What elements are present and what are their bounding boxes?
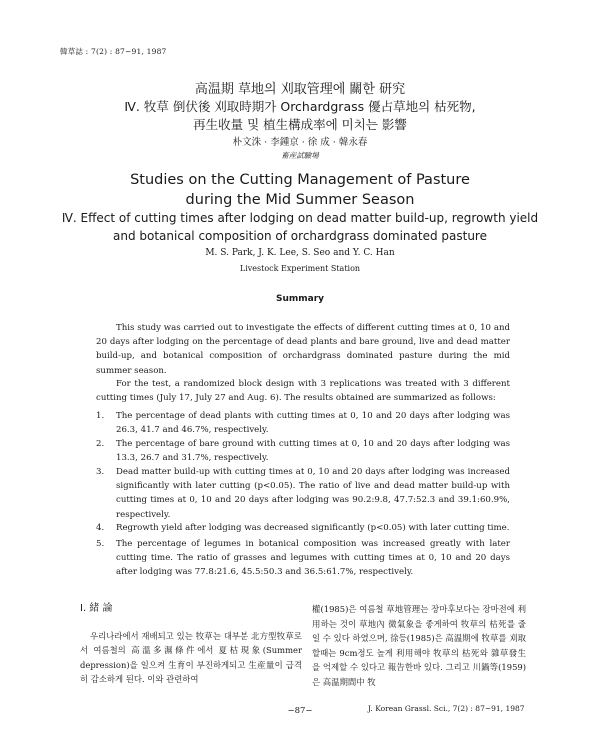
- korean-subtitle-line2: 再生收量 및 植生構成率에 미치는 影響: [193, 117, 407, 132]
- english-title-line1: Studies on the Cutting Management of Pasture: [130, 172, 470, 188]
- paper-page: 韓草誌 : 7(2) : 87~91, 1987 高温期 草地의 刈取管理에 關한 研究 Ⅳ. 牧草 倒伏後 刈取時期가 Orchardgrass 優占草地의 枯死物, 再生收量 및 植生構成率에 미치는 影響 朴文洙 · 李鍾京 · 徐 成 · 韓永春 畜産試驗場 Studies on the Cutting Management of Pasture during the Mid Summer Season Ⅳ. Effect of cutting times after lodging on dead matter build-up, regrowth yield and botanical composition of orchardgrass dominated pasture M. S. Park, J. K. Lee, S. Seo and Y. C. Han Livestock Experiment Station Summary This study was carried out to investigate the effects of different cutting times at 0, 10 and 20 days after lodging on the percentage of dead plants and bare ground, live and dead matter build-up, and botanical composition of orchardgrass dominated pasture during the mid summer season. For the test, a randomized block design with 3 replications was treated with 3 different cutting times (July 17, July 27 and Aug. 6). The results obtained are summarized as follows: 1. The percentage of dead plants with cutting times at 0, 10 and 20 days after lodging was 26.3, 41.7 and 46.7%, respectively. 2. The percentage of bare ground with cutting times at 0, 10 and 20 days after lodging was 13.3, 26.7 and 31.7%, respectively. 3. Dead matter build-up with cutting times at 0, 10 and 20 days after lodging was increased significantly with later cutting (p<0.05). The ratio of live and dead matter build-up with cutting times at 0, 10 and 20 days after lodging was 90.2:9.8, 47.7:52.3 and 39.1:60.9%, respectively. 4. Regrowth yield after lodging was decreased significantly (p<0.05) with later cutting time. 5. The percentage of legumes in botanical composition was increased greatly with later cutting time. The ratio of grasses and legumes with cutting times at 0, 10 and 20 days after lodging was 77.8:21.6, 45.5:50.3 and 36.5:61.7%, respectively. Ⅰ. 緒 論 우리나라에서 재배되고 있는 牧草는 대부분 北方型牧草로서 여름철의 高溫多濕條件에서 夏枯現象(Summer depression)을 일으켜 生育이 부진하게되고 生産量이 급격히 감소하게 된다. 이와 관련하여 權(1985)은 여름철 草地管理는 장마후보다는 장마전에 利用하는 것이 草地內 微氣象을 좋게하여 牧草의 枯死를 줄일 수 있다 하였으며, 徐등(1985)은 高温期에 牧草를 刈取할때는 9cm정도 높게 利用해야 牧草의 枯死와 雜草發生을 억제할 수 있다고 報告한바 있다. 그리고 川鍋等(1959)은 高温期間中 牧 −87− J. Korean Grassl. Sci., 7(2) : 87~91, 1987: [0, 0, 600, 739]
- korean-authors: 朴文洙 · 李鍾京 · 徐 成 · 韓永春: [232, 137, 368, 148]
- english-institution: Livestock Experiment Station: [239, 264, 361, 273]
- summary-paragraph-2: For the test, a randomized block design with 3 replications was treated with 3 different cutting times (July 17, July 27 and Aug. 6). The results obtained are summarized as follows:: [96, 379, 510, 404]
- intro-right-text: 權(1985)은 여름철 草地管理는 장마후보다는 장마전에 利用하는 것이 草地內 微氣象을 좋게하여 牧草의 枯死를 줄일 수 있다 하였으며, 徐등(1985)은 高温期에 牧草를 刈取할때는 9cm정도 높게 利用해야 牧草의 枯死와 雜草發生을 억제할 수 있다고 報告한바 있다. 그리고 川鍋等(1959)은 高温期間中 牧: [312, 604, 526, 687]
- intro-left-text: 우리나라에서 재배되고 있는 牧草는 대부분 北方型牧草로서 여름철의 高溫多濕條件에서 夏枯現象(Summer depression)을 일으켜 生育이 부진하게되고 生産量이 급격히 감소하게 된다. 이와 관련하여: [80, 630, 302, 685]
- english-authors: M. S. Park, J. K. Lee, S. Seo and Y. C. Han: [205, 248, 395, 258]
- intro-right-column: [312, 602, 526, 690]
- korean-title: 高温期 草地의 刈取管理에 關한 研究: [194, 82, 406, 97]
- english-title-line2: during the Mid Summer Season: [185, 192, 415, 208]
- summary-heading: Summary: [275, 294, 325, 304]
- korean-institution: 畜産試驗場: [281, 151, 319, 160]
- korean-subtitle-line1: Ⅳ. 牧草 倒伏後 刈取時期가 Orchardgrass 優占草地의 枯死物,: [124, 99, 476, 114]
- page-number: −87−: [287, 706, 313, 716]
- english-subtitle-line1: Ⅳ. Effect of cutting times after lodging on dead matter build-up, regrowth yield: [61, 211, 539, 225]
- footer-journal-reference: J. Korean Grassl. Sci., 7(2) : 87~91, 1987: [368, 704, 525, 713]
- journal-reference: 韓草誌 : 7(2) : 87~91, 1987: [60, 47, 167, 56]
- english-subtitle-line2: and botanical composition of orchardgrass dominated pasture: [113, 229, 487, 243]
- intro-left-column: [80, 602, 302, 687]
- intro-heading: Ⅰ. 緒 論: [80, 603, 113, 614]
- summary-paragraph-1: This study was carried out to investigate the effects of different cutting times at 0, 10 and 20 days after lodging on the percentage of dead plants and bare ground, live and dead matter build-up, and botanical composition of orchardgrass dominated pasture during the mid summer season.: [96, 323, 510, 376]
